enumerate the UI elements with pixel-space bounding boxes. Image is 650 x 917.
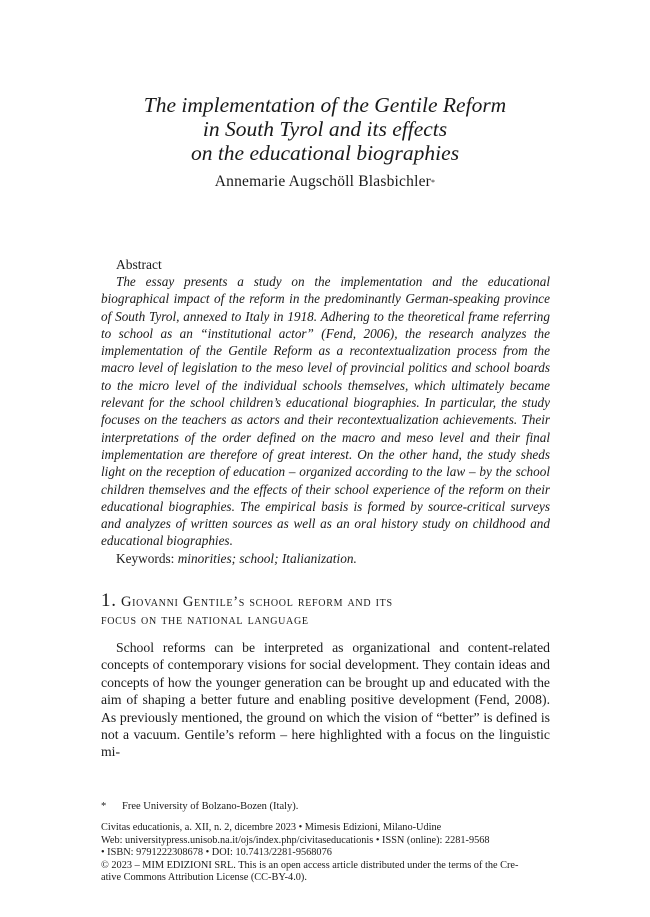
imprint-line-web[interactable]: Web: universitypress.unisob.na.it/ojs/index.php/civitaseducationis • ISSN (online): 2281-9568 <box>101 834 490 846</box>
author-footnote-marker[interactable]: * <box>431 178 436 187</box>
section-title-line-2: focus on the national language <box>101 612 309 628</box>
footnote-text: Free University of Bolzano-Bozen (Italy). <box>122 801 299 812</box>
imprint-line-journal: Civitas educationis, a. XII, n. 2, dicembre 2023 • Mimesis Edizioni, Milano-Udine <box>101 822 442 833</box>
abstract-text: The essay presents a study on the implementation and the educational biographical impact of the reform in the predominantly German-speaking province of South Tyrol, annexed to Italy in 1918. Adhering to the theoretical frame referring to school as an “institutional actor” (Fend, 2006), the research analyzes the implementation of the Gentile Reform as a recontextualization process from the macro level of legislation to the meso level of provincial politics and school boards to the micro level of the individual schools themselves, which ultimately became relevant for the school children’s educational biographies. In particular, the study focuses on the teachers as actors and their recontextualization achievements. Their interpretations of the order defined on the macro and meso level and their final implementation are therefore of great interest. On the other hand, the study sheds light on the reception of education – organized according to the law – by the school children themselves and the effects of their school experience of the reform on their educational biographies. The empirical basis is formed by source-critical surveys and analyzes of written sources as well as an oral history study on childhood and educational biographies. <box>101 274 550 549</box>
keywords-line <box>101 550 550 567</box>
article-title-line-2: in South Tyrol and its effects <box>202 117 448 141</box>
section-heading <box>101 592 550 629</box>
author-line <box>60 172 590 192</box>
imprint-line-copyright: © 2023 – MIM EDIZIONI SRL. This is an open access article distributed under the terms of the Cre- <box>101 859 519 871</box>
section-paragraph: School reforms can be interpreted as organizational and content-related concepts of contemporary visions for social development. They contain ideas and concepts of how the younger generation can be brought up and educated with the aim of shaping a better future and enabling positive development (Fend, 2008). As previously mentioned, the ground on which the vision of “better” is defined is not a vacuum. Gentile’s reform – here highlighted with a focus on the linguistic mi- <box>101 640 550 760</box>
footnote-marker: * <box>101 801 107 812</box>
section-heading-line-1 <box>101 592 550 611</box>
footnote <box>101 800 550 813</box>
section-number: 1. <box>101 590 117 611</box>
article-title-block <box>60 93 590 192</box>
abstract-section <box>101 256 550 567</box>
author-name: Annemarie Augschöll Blasbichler <box>214 173 432 190</box>
keywords-list: minorities; school; Italianization. <box>177 550 357 566</box>
abstract-heading: Abstract <box>116 257 162 272</box>
article-title-line-1: The implementation of the Gentile Reform <box>143 93 507 117</box>
article-title-line-3: on the educational biographies <box>190 141 460 165</box>
imprint-line-isbn: • ISBN: 9791222308678 • DOI: 10.7413/2281-9568076 <box>101 847 332 859</box>
imprint-block <box>101 822 550 885</box>
section-title-line-1: Giovanni Gentile’s school reform and its <box>120 594 393 610</box>
imprint-line-license: ative Commons Attribution License (CC-BY-4.0). <box>101 872 307 884</box>
keywords-label: Keywords: <box>116 550 175 566</box>
